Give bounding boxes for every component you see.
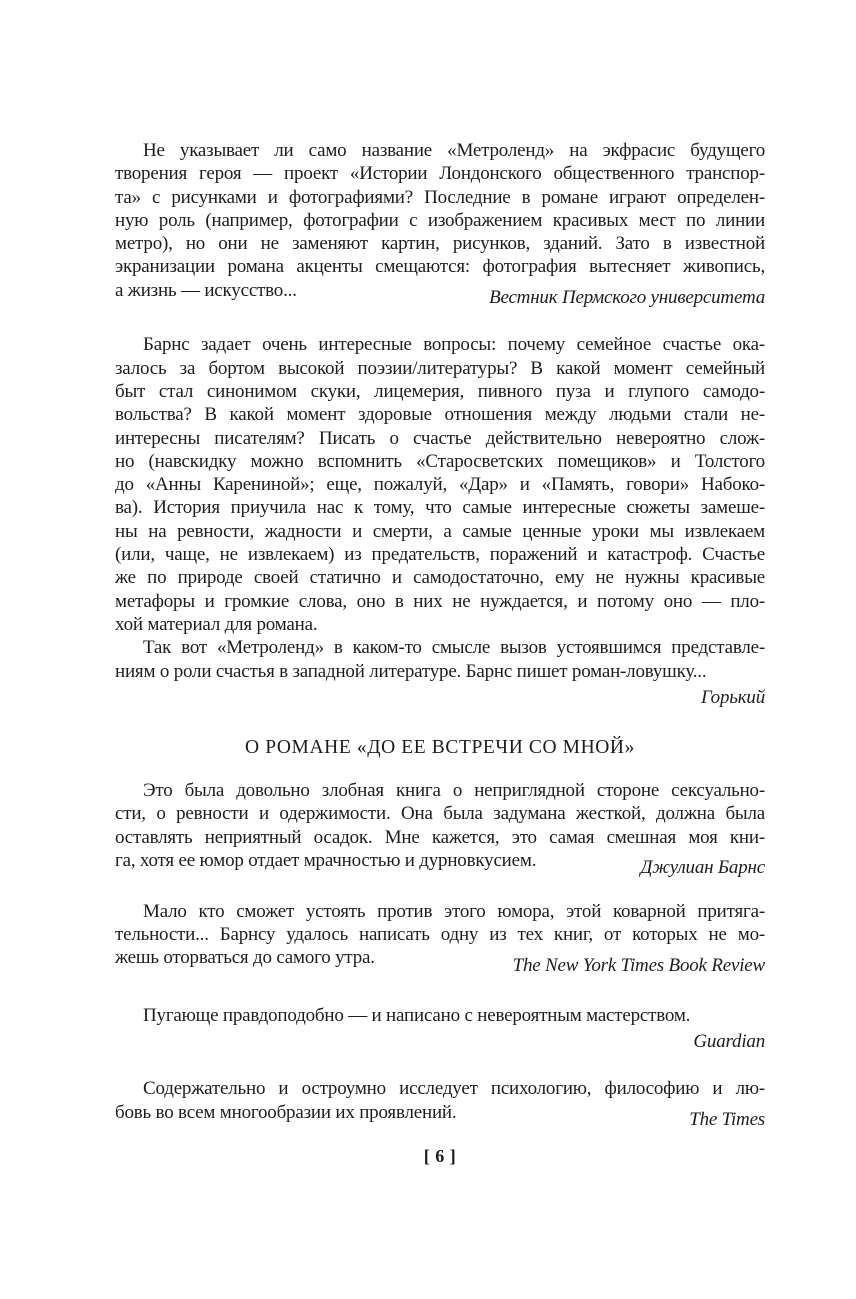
text-line: бовь во всем многообразии их проявлений.	[115, 1101, 457, 1123]
text-line: га, хотя ее юмор отдает мрачностью и дурновкусием.	[115, 850, 537, 872]
text-line: но (навскидку можно вспомнить «Старосветских помещиков» и Толстого	[115, 450, 765, 472]
quote-attribution: The Times	[689, 1108, 765, 1130]
text-line: вольства? В какой момент здоровые отношения между людьми стали не-	[115, 404, 765, 426]
text-line: Не указывает ли само название «Метроленд» на экфрасис будущего	[143, 140, 765, 161]
page-text-column	[115, 139, 765, 1169]
review-the-times	[115, 1077, 765, 1131]
review-nyt-book-review	[115, 900, 765, 977]
text-line: же по природе своей статично и самодостаточно, ему не нужны красивые	[115, 567, 765, 589]
text-line: Так вот «Метроленд» в каком-то смысле вызов устоявшимся представле-	[143, 637, 765, 659]
text-line: метро), но они не заменяют картин, рисунков, зданий. Зато в известной	[115, 233, 765, 255]
text-line: жешь оторваться до самого утра.	[115, 947, 375, 969]
text-line: та» с рисунками и фотографиями? Последние в романе играют определен-	[115, 186, 765, 208]
text-line: ва). История приучила нас к тому, что самые интересные сюжеты замеше-	[115, 497, 765, 519]
text-line: быт стал синонимом скуки, лицемерия, пивного пуза и глупого самодо-	[115, 380, 765, 402]
text-line: ниям о роли счастья в западной литературе. Барнс пишет роман-ловушку...	[115, 660, 707, 682]
text-line: ную роль (например, фотографии с изображением красивых мест по линии	[115, 209, 765, 231]
quote-attribution: Вестник Пермского университета	[489, 287, 765, 309]
text-line: экранизации романа акценты смещаются: фотография вытесняет живопись,	[115, 256, 765, 278]
quote-paragraph	[115, 1004, 765, 1027]
review-vestnik-permskogo	[115, 139, 765, 309]
text-line: Мало кто сможет устоять против этого юмора, этой коварной притяга-	[143, 900, 765, 922]
text-line: ны на ревности, жадности и смерти, а самые ценные уроки мы извлекаем	[115, 520, 765, 542]
text-line: до «Анны Карениной»; еще, пожалуй, «Дар» и «Память, говори» Набоко-	[115, 474, 765, 496]
review-julian-barnes	[115, 779, 765, 879]
text-line: Барнс задает очень интересные вопросы: почему семейное счастье ока-	[143, 334, 765, 356]
text-line: метафоры и громкие слова, оно в них не нуждается, и потому оно — пло-	[115, 590, 765, 612]
text-line: залось за бортом высокой поэзии/литературы? В какой момент семейный	[115, 357, 765, 379]
text-line: интересны писателям? Писать о счастье действительно невероятно слож-	[115, 427, 765, 449]
review-gorky	[115, 333, 765, 709]
quote-paragraph	[115, 636, 765, 683]
text-line: (или, чаще, не извлекаем) из предательств, поражений и катастроф. Счастье	[115, 544, 765, 566]
text-line: тельности... Барнсу удалось написать одну из тех книг, от которых не мо-	[115, 923, 765, 945]
section-heading: О РОМАНЕ «ДО ЕЕ ВСТРЕЧИ СО МНОЙ»	[245, 737, 635, 759]
quote-paragraph	[115, 139, 765, 302]
quote-attribution: Guardian	[693, 1031, 765, 1053]
section-heading	[115, 735, 765, 760]
text-line: оставлять неприятный осадок. Мне кажется, это самая смешная моя кни-	[115, 826, 765, 848]
text-line: хой материал для романа.	[115, 613, 318, 635]
text-line: творения героя — проект «Истории Лондонского общественного транспор-	[115, 163, 765, 185]
text-line: Содержательно и остроумно исследует психологию, философию и лю-	[143, 1078, 765, 1100]
quote-attribution: Джулиан Барнс	[640, 857, 765, 879]
quote-paragraph	[115, 333, 765, 636]
text-line: Пугающе правдоподобно — и написано с невероятным мастерством.	[143, 1004, 691, 1026]
quote-attribution: Горький	[701, 686, 765, 708]
quote-attribution: The New York Times Book Review	[512, 954, 765, 976]
text-line: Это была довольно злобная книга о неприглядной стороне сексуально-	[143, 780, 765, 802]
page-number: [ 6 ]	[423, 1146, 457, 1167]
text-line: сти, о ревности и одержимости. Она была задумана жесткой, должна была	[115, 803, 765, 825]
text-line: а жизнь — искусство...	[115, 279, 297, 301]
review-guardian	[115, 1004, 765, 1054]
